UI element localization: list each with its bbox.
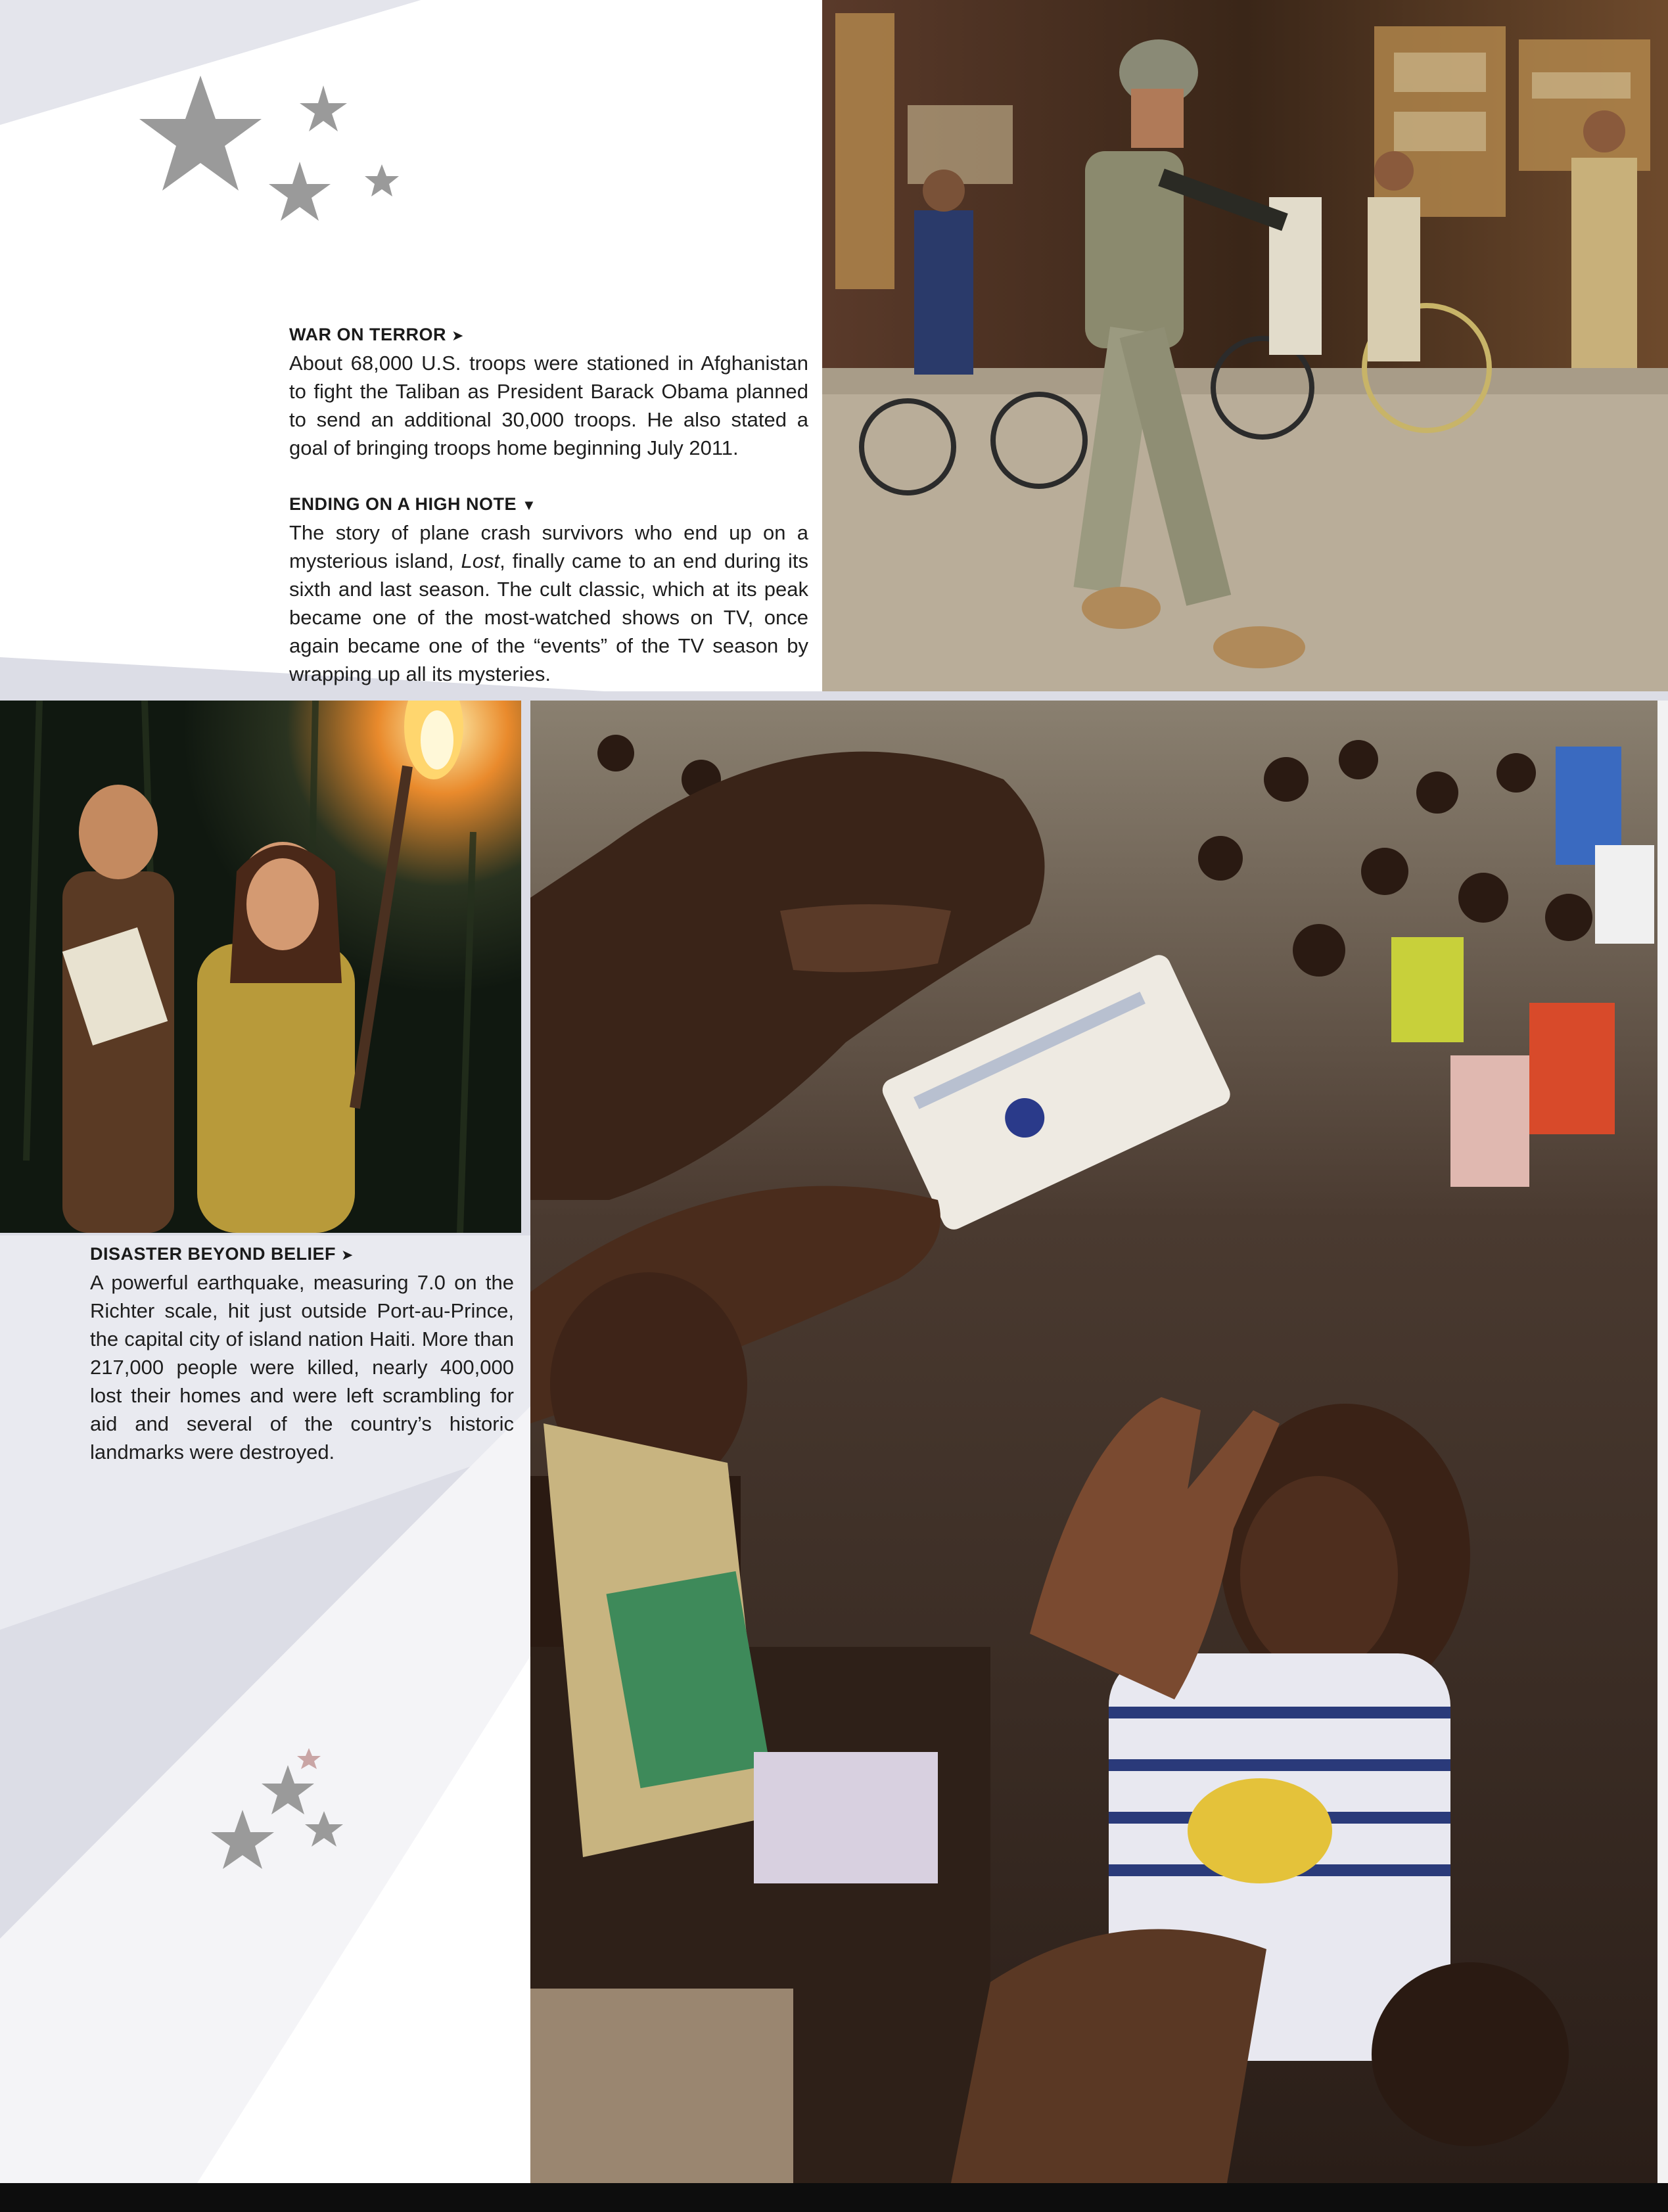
war-on-terror-body: About 68,000 U.S. troops were stationed in Afghanistan to fight the Taliban as President Barack Obama planned to send an additional 30,000 troops. He also stated a goal of bringing troops home beginning July 2011. bbox=[289, 352, 808, 459]
arrow-right-icon: ➤ bbox=[341, 1247, 354, 1263]
arrow-down-icon: ▼ bbox=[522, 497, 537, 513]
ending-on-a-high-note-caption bbox=[289, 494, 808, 688]
lost-heading-text: ENDING ON A HIGH NOTE bbox=[289, 494, 517, 514]
war-heading-text: WAR ON TERROR bbox=[289, 325, 446, 344]
haiti-heading-text: DISASTER BEYOND BELIEF bbox=[90, 1244, 336, 1264]
page-bottom-bar bbox=[0, 2183, 1668, 2212]
ending-on-a-high-note-body bbox=[289, 518, 808, 688]
page-edge bbox=[1657, 701, 1668, 2183]
disaster-beyond-belief-heading bbox=[90, 1244, 514, 1264]
haiti-earthquake-aid-photo bbox=[530, 701, 1657, 2183]
ending-on-a-high-note-heading bbox=[289, 494, 808, 515]
disaster-beyond-belief-body: A powerful earthquake, measuring 7.0 on the Richter scale, hit just outside Port-au-Prince, the capital city of island nation Haiti. More than 217,000 people were killed, nearly 400,000 lost their homes and were left scrambling for aid and several of the country’s historic landmarks were destroyed. bbox=[90, 1271, 514, 1463]
lost-tv-scene-photo bbox=[0, 701, 521, 1233]
lost-show-title: Lost bbox=[461, 549, 500, 572]
disaster-beyond-belief-caption bbox=[90, 1244, 514, 1466]
war-on-terror-caption bbox=[289, 325, 808, 462]
war-on-terror-heading bbox=[289, 325, 808, 345]
lost-body-end: , finally came to an end during its sixth and last season. The cult classic, which at its peak became one of the most-watched shows on TV, once again became one of the “events” of the TV season by wrapping up all its mysteries. bbox=[289, 549, 808, 685]
arrow-right-icon: ➤ bbox=[452, 327, 464, 344]
lost-body-start: The story of plane crash survivors who end up on a mysterious island, bbox=[289, 521, 808, 572]
soldier-street-photo bbox=[822, 0, 1668, 691]
